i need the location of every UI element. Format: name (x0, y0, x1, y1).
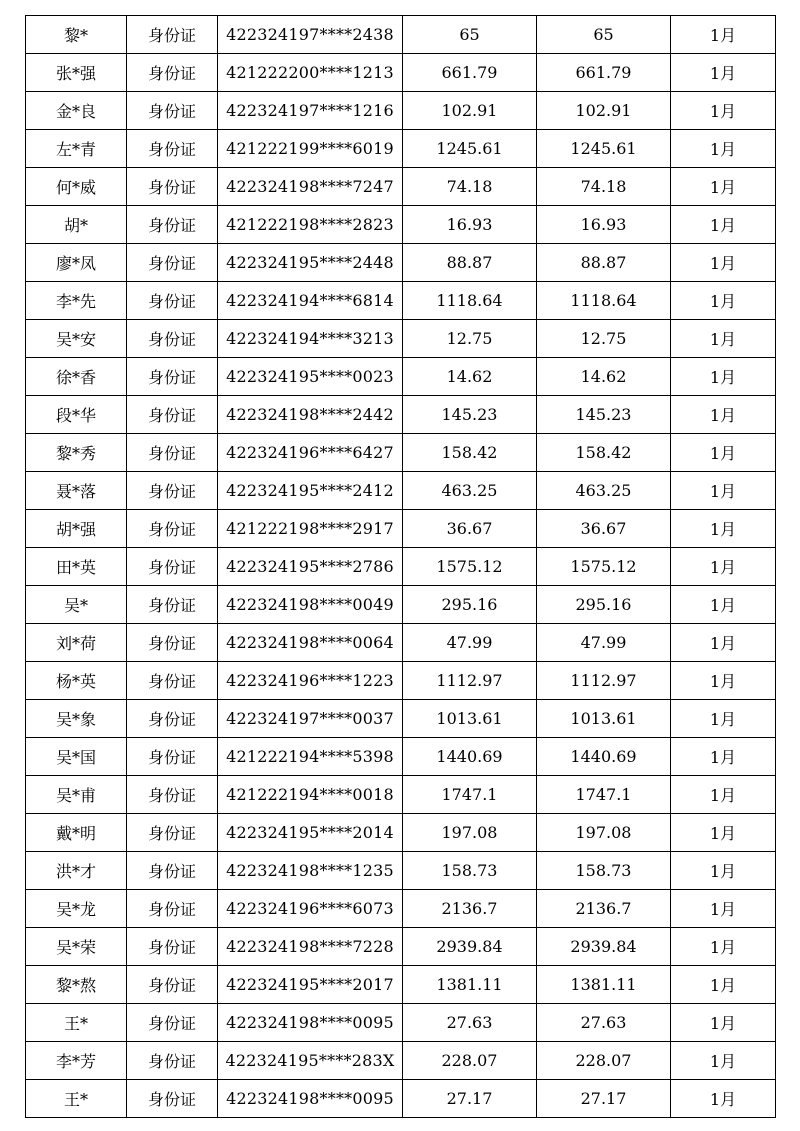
doc-type-cell: 身份证 (127, 16, 218, 54)
doc-type-cell: 身份证 (127, 434, 218, 472)
table-row (26, 662, 776, 700)
id-number-cell: 421222199****6019 (218, 130, 403, 168)
id-number-cell: 421222194****0018 (218, 776, 403, 814)
amount-cell: 65 (403, 16, 537, 54)
month-cell: 1月 (671, 776, 776, 814)
amount-cell: 16.93 (403, 206, 537, 244)
table-row (26, 852, 776, 890)
month-cell: 1月 (671, 168, 776, 206)
table-row (26, 358, 776, 396)
table-row (26, 320, 776, 358)
paid-amount-cell: 1118.64 (537, 282, 671, 320)
month-cell: 1月 (671, 16, 776, 54)
id-number-cell: 422324195****0023 (218, 358, 403, 396)
paid-amount-cell: 661.79 (537, 54, 671, 92)
name-cell: 吴*安 (26, 320, 127, 358)
paid-amount-cell: 1440.69 (537, 738, 671, 776)
amount-cell: 158.73 (403, 852, 537, 890)
id-number-cell: 421222194****5398 (218, 738, 403, 776)
subsidy-roster-table (25, 15, 776, 1118)
paid-amount-cell: 228.07 (537, 1042, 671, 1080)
paid-amount-cell: 158.42 (537, 434, 671, 472)
id-number-cell: 422324198****7228 (218, 928, 403, 966)
amount-cell: 1747.1 (403, 776, 537, 814)
name-cell: 杨*英 (26, 662, 127, 700)
amount-cell: 102.91 (403, 92, 537, 130)
paid-amount-cell: 88.87 (537, 244, 671, 282)
name-cell: 左*青 (26, 130, 127, 168)
month-cell: 1月 (671, 472, 776, 510)
paid-amount-cell: 158.73 (537, 852, 671, 890)
name-cell: 洪*才 (26, 852, 127, 890)
month-cell: 1月 (671, 890, 776, 928)
month-cell: 1月 (671, 1080, 776, 1118)
paid-amount-cell: 295.16 (537, 586, 671, 624)
id-number-cell: 422324195****283X (218, 1042, 403, 1080)
amount-cell: 145.23 (403, 396, 537, 434)
month-cell: 1月 (671, 1042, 776, 1080)
id-number-cell: 422324196****6073 (218, 890, 403, 928)
table-row (26, 92, 776, 130)
id-number-cell: 421222200****1213 (218, 54, 403, 92)
table-row (26, 434, 776, 472)
name-cell: 刘*荷 (26, 624, 127, 662)
amount-cell: 14.62 (403, 358, 537, 396)
name-cell: 戴*明 (26, 814, 127, 852)
doc-type-cell: 身份证 (127, 852, 218, 890)
table-row (26, 282, 776, 320)
table-row (26, 776, 776, 814)
name-cell: 田*英 (26, 548, 127, 586)
month-cell: 1月 (671, 282, 776, 320)
paid-amount-cell: 27.17 (537, 1080, 671, 1118)
id-number-cell: 422324195****2017 (218, 966, 403, 1004)
paid-amount-cell: 2939.84 (537, 928, 671, 966)
month-cell: 1月 (671, 738, 776, 776)
month-cell: 1月 (671, 700, 776, 738)
doc-type-cell: 身份证 (127, 282, 218, 320)
doc-type-cell: 身份证 (127, 92, 218, 130)
month-cell: 1月 (671, 244, 776, 282)
id-number-cell: 422324194****6814 (218, 282, 403, 320)
month-cell: 1月 (671, 814, 776, 852)
amount-cell: 661.79 (403, 54, 537, 92)
paid-amount-cell: 16.93 (537, 206, 671, 244)
paid-amount-cell: 197.08 (537, 814, 671, 852)
amount-cell: 74.18 (403, 168, 537, 206)
doc-type-cell: 身份证 (127, 662, 218, 700)
name-cell: 聂*落 (26, 472, 127, 510)
paid-amount-cell: 1013.61 (537, 700, 671, 738)
amount-cell: 27.17 (403, 1080, 537, 1118)
table-row (26, 472, 776, 510)
amount-cell: 295.16 (403, 586, 537, 624)
name-cell: 吴*国 (26, 738, 127, 776)
paid-amount-cell: 1747.1 (537, 776, 671, 814)
amount-cell: 1112.97 (403, 662, 537, 700)
amount-cell: 88.87 (403, 244, 537, 282)
table-row (26, 738, 776, 776)
month-cell: 1月 (671, 92, 776, 130)
amount-cell: 1381.11 (403, 966, 537, 1004)
amount-cell: 36.67 (403, 510, 537, 548)
paid-amount-cell: 47.99 (537, 624, 671, 662)
table-row (26, 548, 776, 586)
paid-amount-cell: 12.75 (537, 320, 671, 358)
month-cell: 1月 (671, 548, 776, 586)
month-cell: 1月 (671, 966, 776, 1004)
amount-cell: 1575.12 (403, 548, 537, 586)
name-cell: 黎*秀 (26, 434, 127, 472)
amount-cell: 2136.7 (403, 890, 537, 928)
name-cell: 吴*甫 (26, 776, 127, 814)
table-row (26, 1004, 776, 1042)
paid-amount-cell: 65 (537, 16, 671, 54)
doc-type-cell: 身份证 (127, 624, 218, 662)
amount-cell: 1118.64 (403, 282, 537, 320)
name-cell: 胡* (26, 206, 127, 244)
table-row (26, 1042, 776, 1080)
id-number-cell: 422324197****2438 (218, 16, 403, 54)
name-cell: 胡*强 (26, 510, 127, 548)
paid-amount-cell: 463.25 (537, 472, 671, 510)
paid-amount-cell: 27.63 (537, 1004, 671, 1042)
doc-type-cell: 身份证 (127, 738, 218, 776)
doc-type-cell: 身份证 (127, 54, 218, 92)
name-cell: 金*良 (26, 92, 127, 130)
paid-amount-cell: 1245.61 (537, 130, 671, 168)
table-row (26, 16, 776, 54)
paid-amount-cell: 14.62 (537, 358, 671, 396)
doc-type-cell: 身份证 (127, 358, 218, 396)
table-row (26, 966, 776, 1004)
month-cell: 1月 (671, 358, 776, 396)
paid-amount-cell: 36.67 (537, 510, 671, 548)
name-cell: 吴*龙 (26, 890, 127, 928)
month-cell: 1月 (671, 510, 776, 548)
amount-cell: 1245.61 (403, 130, 537, 168)
month-cell: 1月 (671, 624, 776, 662)
id-number-cell: 422324195****2786 (218, 548, 403, 586)
id-number-cell: 422324198****7247 (218, 168, 403, 206)
paid-amount-cell: 102.91 (537, 92, 671, 130)
table-row (26, 168, 776, 206)
month-cell: 1月 (671, 320, 776, 358)
table-row (26, 206, 776, 244)
paid-amount-cell: 1381.11 (537, 966, 671, 1004)
month-cell: 1月 (671, 206, 776, 244)
doc-type-cell: 身份证 (127, 130, 218, 168)
amount-cell: 197.08 (403, 814, 537, 852)
doc-type-cell: 身份证 (127, 320, 218, 358)
name-cell: 黎*熬 (26, 966, 127, 1004)
doc-type-cell: 身份证 (127, 966, 218, 1004)
id-number-cell: 421222198****2917 (218, 510, 403, 548)
id-number-cell: 422324194****3213 (218, 320, 403, 358)
id-number-cell: 422324198****1235 (218, 852, 403, 890)
table-row (26, 928, 776, 966)
amount-cell: 158.42 (403, 434, 537, 472)
month-cell: 1月 (671, 54, 776, 92)
id-number-cell: 422324198****0064 (218, 624, 403, 662)
id-number-cell: 421222198****2823 (218, 206, 403, 244)
table-row (26, 244, 776, 282)
name-cell: 段*华 (26, 396, 127, 434)
name-cell: 李*先 (26, 282, 127, 320)
amount-cell: 47.99 (403, 624, 537, 662)
table-row (26, 814, 776, 852)
doc-type-cell: 身份证 (127, 928, 218, 966)
doc-type-cell: 身份证 (127, 890, 218, 928)
name-cell: 何*威 (26, 168, 127, 206)
id-number-cell: 422324198****0049 (218, 586, 403, 624)
amount-cell: 1013.61 (403, 700, 537, 738)
month-cell: 1月 (671, 396, 776, 434)
paid-amount-cell: 74.18 (537, 168, 671, 206)
doc-type-cell: 身份证 (127, 472, 218, 510)
id-number-cell: 422324197****1216 (218, 92, 403, 130)
roster-body (26, 16, 776, 1118)
table-row (26, 396, 776, 434)
month-cell: 1月 (671, 130, 776, 168)
doc-type-cell: 身份证 (127, 1004, 218, 1042)
table-row (26, 510, 776, 548)
doc-type-cell: 身份证 (127, 586, 218, 624)
amount-cell: 27.63 (403, 1004, 537, 1042)
month-cell: 1月 (671, 662, 776, 700)
name-cell: 吴*象 (26, 700, 127, 738)
name-cell: 廖*凤 (26, 244, 127, 282)
doc-type-cell: 身份证 (127, 206, 218, 244)
doc-type-cell: 身份证 (127, 244, 218, 282)
table-row (26, 54, 776, 92)
name-cell: 吴* (26, 586, 127, 624)
id-number-cell: 422324198****0095 (218, 1004, 403, 1042)
id-number-cell: 422324195****2412 (218, 472, 403, 510)
doc-type-cell: 身份证 (127, 548, 218, 586)
doc-type-cell: 身份证 (127, 814, 218, 852)
paid-amount-cell: 145.23 (537, 396, 671, 434)
id-number-cell: 422324198****0095 (218, 1080, 403, 1118)
doc-type-cell: 身份证 (127, 776, 218, 814)
doc-type-cell: 身份证 (127, 1080, 218, 1118)
table-row (26, 890, 776, 928)
id-number-cell: 422324195****2448 (218, 244, 403, 282)
amount-cell: 12.75 (403, 320, 537, 358)
table-row (26, 624, 776, 662)
month-cell: 1月 (671, 928, 776, 966)
doc-type-cell: 身份证 (127, 700, 218, 738)
name-cell: 王* (26, 1004, 127, 1042)
month-cell: 1月 (671, 586, 776, 624)
paid-amount-cell: 1575.12 (537, 548, 671, 586)
name-cell: 黎* (26, 16, 127, 54)
month-cell: 1月 (671, 434, 776, 472)
doc-type-cell: 身份证 (127, 510, 218, 548)
id-number-cell: 422324195****2014 (218, 814, 403, 852)
id-number-cell: 422324198****2442 (218, 396, 403, 434)
table-row (26, 1080, 776, 1118)
doc-type-cell: 身份证 (127, 396, 218, 434)
month-cell: 1月 (671, 1004, 776, 1042)
doc-type-cell: 身份证 (127, 1042, 218, 1080)
amount-cell: 228.07 (403, 1042, 537, 1080)
name-cell: 李*芳 (26, 1042, 127, 1080)
id-number-cell: 422324196****6427 (218, 434, 403, 472)
table-row (26, 130, 776, 168)
name-cell: 张*强 (26, 54, 127, 92)
amount-cell: 2939.84 (403, 928, 537, 966)
table-row (26, 700, 776, 738)
doc-type-cell: 身份证 (127, 168, 218, 206)
id-number-cell: 422324196****1223 (218, 662, 403, 700)
table-row (26, 586, 776, 624)
paid-amount-cell: 2136.7 (537, 890, 671, 928)
amount-cell: 463.25 (403, 472, 537, 510)
name-cell: 徐*香 (26, 358, 127, 396)
paid-amount-cell: 1112.97 (537, 662, 671, 700)
month-cell: 1月 (671, 852, 776, 890)
amount-cell: 1440.69 (403, 738, 537, 776)
name-cell: 吴*荣 (26, 928, 127, 966)
id-number-cell: 422324197****0037 (218, 700, 403, 738)
name-cell: 王* (26, 1080, 127, 1118)
